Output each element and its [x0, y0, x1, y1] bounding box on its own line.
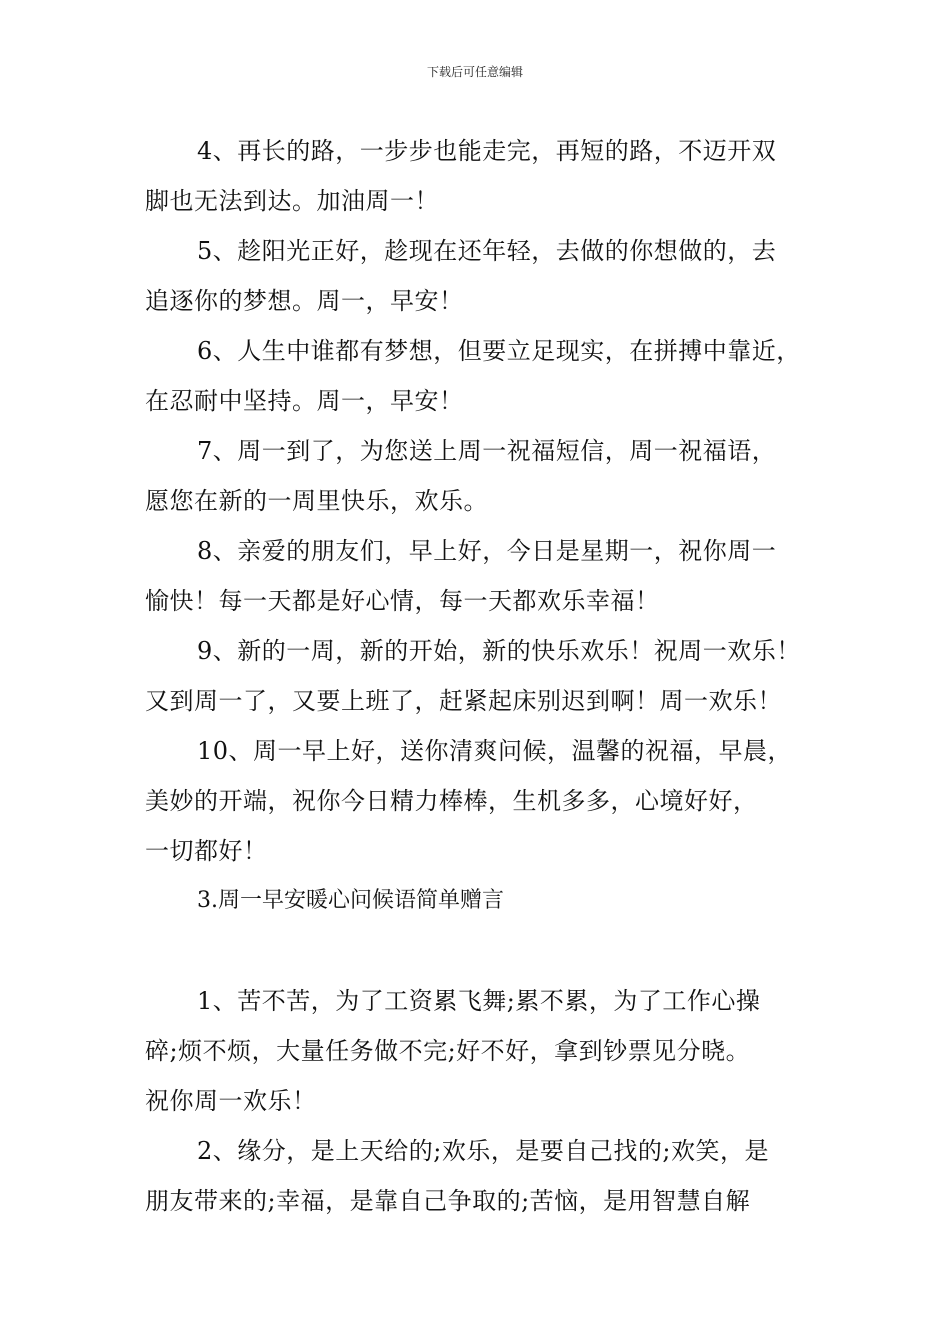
- paragraph-6: [145, 326, 835, 426]
- section-heading: 3.周一早安暖心问候语简单赠言: [197, 888, 504, 913]
- paragraph-line: 脚也无法到达。加油周一！: [145, 187, 439, 215]
- paragraph-s3-1: [145, 976, 835, 1126]
- paragraph-line: 愿您在新的一周里快乐，欢乐。: [145, 487, 488, 515]
- page-header: 下载后可任意编辑: [426, 65, 523, 79]
- paragraph-line: 追逐你的梦想。周一，早安！: [145, 287, 464, 315]
- paragraph-line: 7、周一到了，为您送上周一祝福短信，周一祝福语，: [197, 437, 777, 465]
- paragraph-line: 朋友带来的;幸福，是靠自己争取的;苦恼，是用智慧自解: [145, 1187, 751, 1215]
- paragraph-line: 4、再长的路，一步步也能走完，再短的路，不迈开双: [197, 137, 777, 165]
- section-spacer: [145, 926, 835, 976]
- paragraph-5: [145, 226, 835, 326]
- paragraph-line: 碎;烦不烦，大量任务做不完;好不好，拿到钞票见分晓。: [145, 1037, 751, 1065]
- paragraph-line: 又到周一了，又要上班了，赶紧起床别迟到啊！周一欢乐！: [145, 687, 782, 715]
- paragraph-line: 6、人生中谁都有梦想，但要立足现实，在拼搏中靠近，: [197, 337, 801, 365]
- paragraph-line: 2、缘分，是上天给的;欢乐，是要自己找的;欢笑，是: [197, 1137, 769, 1165]
- paragraph-line: 8、亲爱的朋友们，早上好，今日是星期一，祝你周一: [197, 537, 777, 565]
- paragraph-line: 在忍耐中坚持。周一，早安！: [145, 387, 464, 415]
- paragraph-10: [145, 726, 835, 876]
- paragraph-line: 9、新的一周，新的开始，新的快乐欢乐！祝周一欢乐！: [197, 637, 801, 665]
- paragraph-7: [145, 426, 835, 526]
- paragraph-4: [145, 126, 835, 226]
- paragraph-8: [145, 526, 835, 626]
- paragraph-line: 10、周一早上好，送你清爽问候，温馨的祝福，早晨，: [197, 737, 793, 765]
- paragraph-line: 美妙的开端，祝你今日精力棒棒，生机多多，心境好好，: [145, 787, 758, 815]
- paragraph-line: 1、苦不苦，为了工资累飞舞;累不累，为了工作心操: [197, 987, 761, 1015]
- paragraph-line: 一切都好！: [145, 837, 268, 865]
- paragraph-line: 5、趁阳光正好，趁现在还年轻，去做的你想做的，去: [197, 237, 777, 265]
- paragraph-line: 祝你周一欢乐！: [145, 1087, 317, 1115]
- document-body: [145, 126, 835, 1226]
- paragraph-9: [145, 626, 835, 726]
- paragraph-line: 愉快！每一天都是好心情，每一天都欢乐幸福！: [145, 587, 660, 615]
- paragraph-s3-2: [145, 1126, 835, 1226]
